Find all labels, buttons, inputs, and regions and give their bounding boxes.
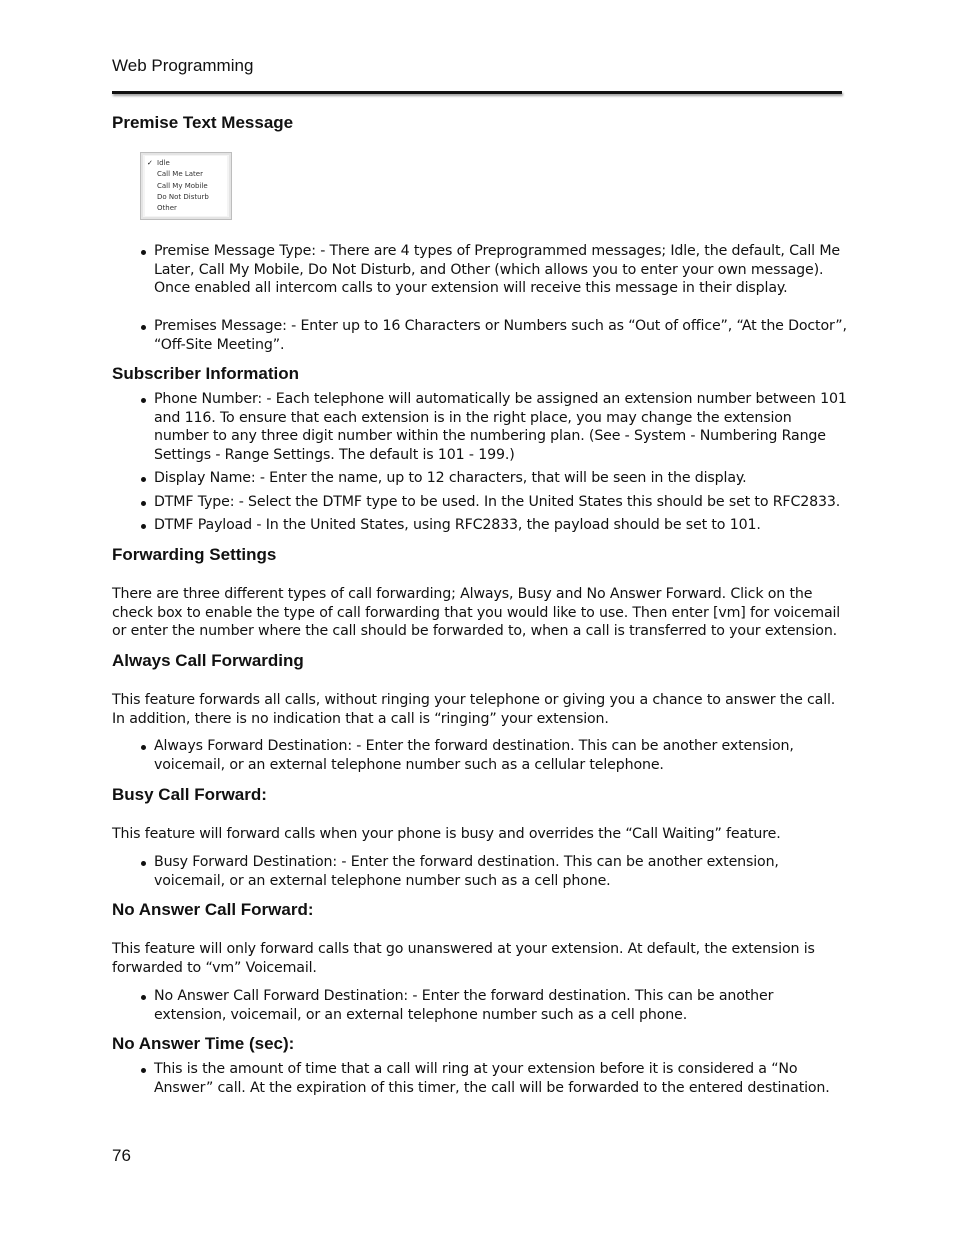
heading-premise-text-message: Premise Text Message — [112, 113, 294, 132]
page-number: 76 — [112, 1146, 131, 1165]
bullet-icon — [141, 398, 146, 403]
paragraph: This feature forwards all calls, without ringing your telephone or giving you a chance to answer the call. In addition, there is no indication that a call is “ringing” your extension. — [112, 692, 836, 727]
list-item — [154, 242, 848, 298]
list-item-text: Premise Message Type: - There are 4 types of Preprogrammed messages; Idle, the default, Call Me Later, Call My Mobile, Do Not Disturb, and Other (which allows you to enter your own message). Once enabled all intercom calls to your extension will receive this message in their display. — [154, 243, 841, 297]
paragraph: This feature will forward calls when your phone is busy and overrides the “Call Waiting” feature. — [112, 826, 781, 842]
heading-no-answer-time: No Answer Time (sec): — [112, 1034, 295, 1053]
menu-item-idle: Idle — [157, 159, 170, 167]
list-item-text: Display Name: - Enter the name, up to 12 characters, that will be seen in the display. — [154, 470, 747, 486]
heading-busy-call-forward: Busy Call Forward: — [112, 785, 267, 804]
list-item-text: Premises Message: - Enter up to 16 Characters or Numbers such as “Out of office”, “At the Doctor”, “Off-Site Meeting”. — [154, 318, 847, 353]
bullet-icon — [141, 861, 146, 866]
paragraph: This feature will only forward calls that go unanswered at your extension. At default, the extension is forwarded to “vm” Voicemail. — [112, 941, 815, 976]
list-item — [154, 987, 848, 1024]
list-item — [154, 853, 848, 890]
list-item-text: Phone Number: - Each telephone will automatically be assigned an extension number between 101 and 116. To ensure that each extension is in the right place, you may change the extension number to any three digit number within the numbering plan. (See - System - Numbering Range Settings - Range Settings. The default is 101 - 199.) — [154, 391, 847, 463]
list-item — [154, 390, 848, 464]
list-item — [154, 493, 848, 512]
bullet-icon — [141, 477, 146, 482]
menu-item-other: Other — [157, 204, 177, 212]
menu-item-call-my-mobile: Call My Mobile — [157, 182, 208, 190]
list-item-text: No Answer Call Forward Destination: - Enter the forward destination. This can be another extension, voicemail, or an external telephone number such as a cell phone. — [154, 988, 774, 1023]
bullet-icon — [141, 1068, 146, 1073]
bullet-icon — [141, 325, 146, 330]
bullet-icon — [141, 250, 146, 255]
header-rule — [112, 91, 842, 94]
list-item — [154, 1060, 848, 1097]
list-item — [154, 516, 848, 535]
bullet-icon — [141, 995, 146, 1000]
running-head: Web Programming — [112, 56, 254, 75]
heading-forwarding-settings: Forwarding Settings — [112, 545, 277, 564]
list-item-text: Always Forward Destination: - Enter the forward destination. This can be another extension, voicemail, or an external telephone number such as a cellular telephone. — [154, 738, 794, 773]
menu-item-call-me-later: Call Me Later — [157, 170, 203, 178]
list-item — [154, 737, 848, 774]
heading-subscriber-information: Subscriber Information — [112, 364, 300, 383]
heading-always-call-forwarding: Always Call Forwarding — [112, 651, 304, 670]
list-item-text: Busy Forward Destination: - Enter the forward destination. This can be another extension, voicemail, or an external telephone number such as a cell phone. — [154, 854, 779, 889]
list-item-text: This is the amount of time that a call will ring at your extension before it is considered a “No Answer” call. At the expiration of this timer, the call will be forwarded to the entered destination. — [154, 1061, 830, 1096]
list-item-text: DTMF Payload - In the United States, using RFC2833, the payload should be set to 101. — [154, 517, 761, 533]
list-item — [154, 469, 848, 488]
bullet-icon — [141, 524, 146, 529]
bullet-icon — [141, 501, 146, 506]
paragraph: There are three different types of call forwarding; Always, Busy and No Answer Forward. Click on the check box to enable the type of call forwarding that you would like to use. Then enter [vm] for voicemail or enter the number where the call should be forwarded to, when a call is transferred to your extension. — [112, 586, 841, 640]
checkmark-icon: ✓ — [147, 159, 153, 167]
bullet-icon — [141, 745, 146, 750]
list-item-text: DTMF Type: - Select the DTMF type to be used. In the United States this should be set to RFC2833. — [154, 494, 841, 510]
list-item — [154, 317, 848, 354]
menu-item-do-not-disturb: Do Not Disturb — [157, 193, 209, 201]
heading-no-answer-call-forward: No Answer Call Forward: — [112, 900, 314, 919]
premise-message-menu-image — [140, 152, 232, 220]
